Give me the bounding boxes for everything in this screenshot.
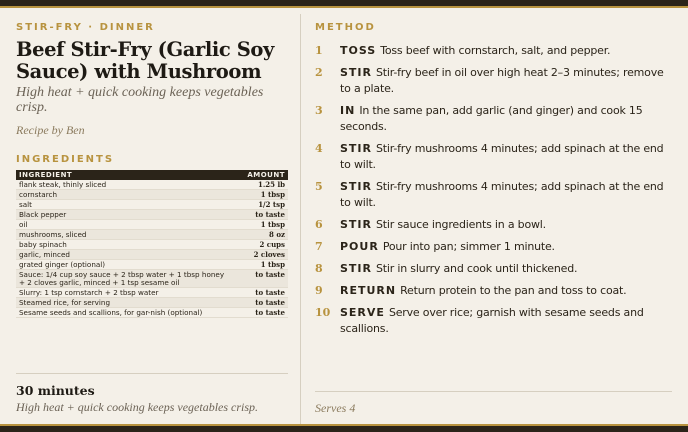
- ingredient-name: grated ginger (optional): [16, 260, 228, 270]
- ingredient-amount: 8 oz: [228, 230, 288, 240]
- step-text-wrap: [340, 217, 546, 233]
- step-verb: RETURN: [340, 284, 397, 297]
- ingredient-amount: 1 tbsp: [228, 190, 288, 200]
- step-text-wrap: [340, 103, 675, 135]
- ingredients-heading: INGREDIENTS: [16, 154, 115, 165]
- ingredient-name: Steamed rice, for serving: [16, 298, 228, 308]
- step-number: 9: [315, 284, 323, 297]
- step-text-wrap: [340, 179, 675, 211]
- method-step: [315, 141, 675, 173]
- ingredient-amount: to taste: [228, 308, 288, 318]
- ingredients-body: [16, 180, 288, 318]
- method-step: [315, 261, 675, 277]
- servings: Serves 4: [315, 401, 356, 415]
- step-number: 7: [315, 240, 323, 253]
- step-text: Serve over rice; garnish with sesame seeds and scallions.: [340, 306, 644, 335]
- ingredient-row: [16, 230, 288, 240]
- ingredient-name: garlic, minced: [16, 250, 228, 260]
- ingredient-amount: 2 cloves: [228, 250, 288, 260]
- step-verb: STIR: [340, 142, 372, 155]
- ingredient-row: [16, 298, 288, 308]
- method-step: [315, 305, 675, 337]
- ingredient-row: [16, 190, 288, 200]
- amount-column-header: AMOUNT: [228, 170, 288, 180]
- method-step: [315, 65, 675, 97]
- step-verb: STIR: [340, 180, 372, 193]
- ingredient-amount: to taste: [228, 298, 288, 308]
- step-number: 5: [315, 180, 323, 193]
- step-text-wrap: [340, 65, 675, 97]
- step-text-wrap: [340, 43, 610, 59]
- left-column: [16, 22, 288, 426]
- column-divider: [300, 14, 301, 426]
- serves-divider: [315, 391, 672, 392]
- step-text-wrap: [340, 305, 675, 337]
- ingredient-amount: 1 tbsp: [228, 260, 288, 270]
- step-text: Stir-fry mushrooms 4 minutes; add spinach at the end to wilt.: [340, 142, 664, 171]
- ingredient-row: [16, 220, 288, 230]
- ingredient-amount: 1 tbsp: [228, 220, 288, 230]
- step-number: 8: [315, 262, 323, 275]
- ingredient-row: [16, 240, 288, 250]
- step-text: In the same pan, add garlic (and ginger) and cook 15 seconds.: [340, 104, 643, 133]
- ingredient-row: [16, 308, 288, 318]
- step-verb: POUR: [340, 240, 379, 253]
- ingredient-name: salt: [16, 200, 228, 210]
- ingredient-amount: to taste: [228, 210, 288, 220]
- step-verb: TOSS: [340, 44, 377, 57]
- ingredient-amount: to taste: [228, 288, 288, 298]
- ingredient-row: [16, 270, 288, 288]
- ingredient-row: [16, 210, 288, 220]
- ingredient-name: Sesame seeds and scallions, for gar-nish (optional): [16, 308, 228, 318]
- ingredient-column-header: INGREDIENT: [16, 170, 228, 180]
- ingredient-row: [16, 250, 288, 260]
- ingredient-amount: to taste: [228, 270, 288, 288]
- step-number: 3: [315, 104, 323, 117]
- ingredient-name: mushrooms, sliced: [16, 230, 228, 240]
- recipe-subtitle: High heat + quick cooking keeps vegetables crisp.: [16, 85, 264, 115]
- right-column: [315, 22, 675, 426]
- step-verb: STIR: [340, 262, 372, 275]
- ingredient-row: [16, 288, 288, 298]
- ingredient-amount: 2 cups: [228, 240, 288, 250]
- step-text: Toss beef with cornstarch, salt, and pepper.: [380, 44, 611, 57]
- method-step: [315, 103, 675, 135]
- ingredient-amount: 1.25 lb: [228, 180, 288, 190]
- method-step: [315, 217, 675, 233]
- ingredient-row: [16, 180, 288, 190]
- method-step: [315, 179, 675, 211]
- step-verb: SERVE: [340, 306, 385, 319]
- step-number: 2: [315, 66, 323, 79]
- ingredients-table: [16, 170, 288, 318]
- step-number: 6: [315, 218, 323, 231]
- method-step: [315, 239, 675, 255]
- step-number: 4: [315, 142, 323, 155]
- step-number: 1: [315, 44, 323, 57]
- step-text-wrap: [340, 283, 626, 299]
- step-text: Return protein to the pan and toss to coat.: [400, 284, 627, 297]
- method-heading: METHOD: [315, 22, 376, 33]
- step-text-wrap: [340, 141, 675, 173]
- ingredients-header-row: [16, 170, 288, 180]
- ingredient-name: Slurry: 1 tsp cornstarch + 2 tbsp water: [16, 288, 228, 298]
- ingredient-name: baby spinach: [16, 240, 228, 250]
- step-text: Stir sauce ingredients in a bowl.: [376, 218, 546, 231]
- step-text-wrap: [340, 261, 577, 277]
- step-text: Stir-fry mushrooms 4 minutes; add spinach at the end to wilt.: [340, 180, 664, 209]
- recipe-byline: Recipe by Ben: [16, 123, 85, 137]
- recipe-title: Beef Stir-Fry (Garlic Soy Sauce) with Mushroom: [16, 38, 274, 83]
- step-verb: STIR: [340, 218, 372, 231]
- step-text: Stir-fry beef in oil over high heat 2–3 minutes; remove to a plate.: [340, 66, 664, 95]
- method-step: [315, 43, 675, 59]
- step-text: Pour into pan; simmer 1 minute.: [382, 240, 555, 253]
- ingredient-name: Black pepper: [16, 210, 228, 220]
- step-number: 10: [315, 306, 331, 319]
- method-step: [315, 283, 675, 299]
- step-text: Stir in slurry and cook until thickened.: [376, 262, 578, 275]
- total-time: 30 minutes: [16, 383, 95, 398]
- recipe-footer: [16, 373, 288, 415]
- ingredient-amount: 1/2 tsp: [228, 200, 288, 210]
- step-text-wrap: [340, 239, 555, 255]
- category-kicker: STIR-FRY · DINNER: [16, 22, 155, 33]
- footer-note: High heat + quick cooking keeps vegetables crisp.: [16, 400, 259, 414]
- ingredient-name: cornstarch: [16, 190, 228, 200]
- step-verb: STIR: [340, 66, 372, 79]
- ingredient-name: flank steak, thinly sliced: [16, 180, 228, 190]
- ingredient-name: Sauce: 1/4 cup soy sauce + 2 tbsp water + 1 tbsp honey + 2 cloves garlic, minced + 1 tsp sesame oil: [16, 270, 228, 288]
- ingredient-row: [16, 260, 288, 270]
- method-steps: [315, 43, 675, 337]
- ingredient-name: oil: [16, 220, 228, 230]
- step-verb: IN: [340, 104, 356, 117]
- ingredient-row: [16, 200, 288, 210]
